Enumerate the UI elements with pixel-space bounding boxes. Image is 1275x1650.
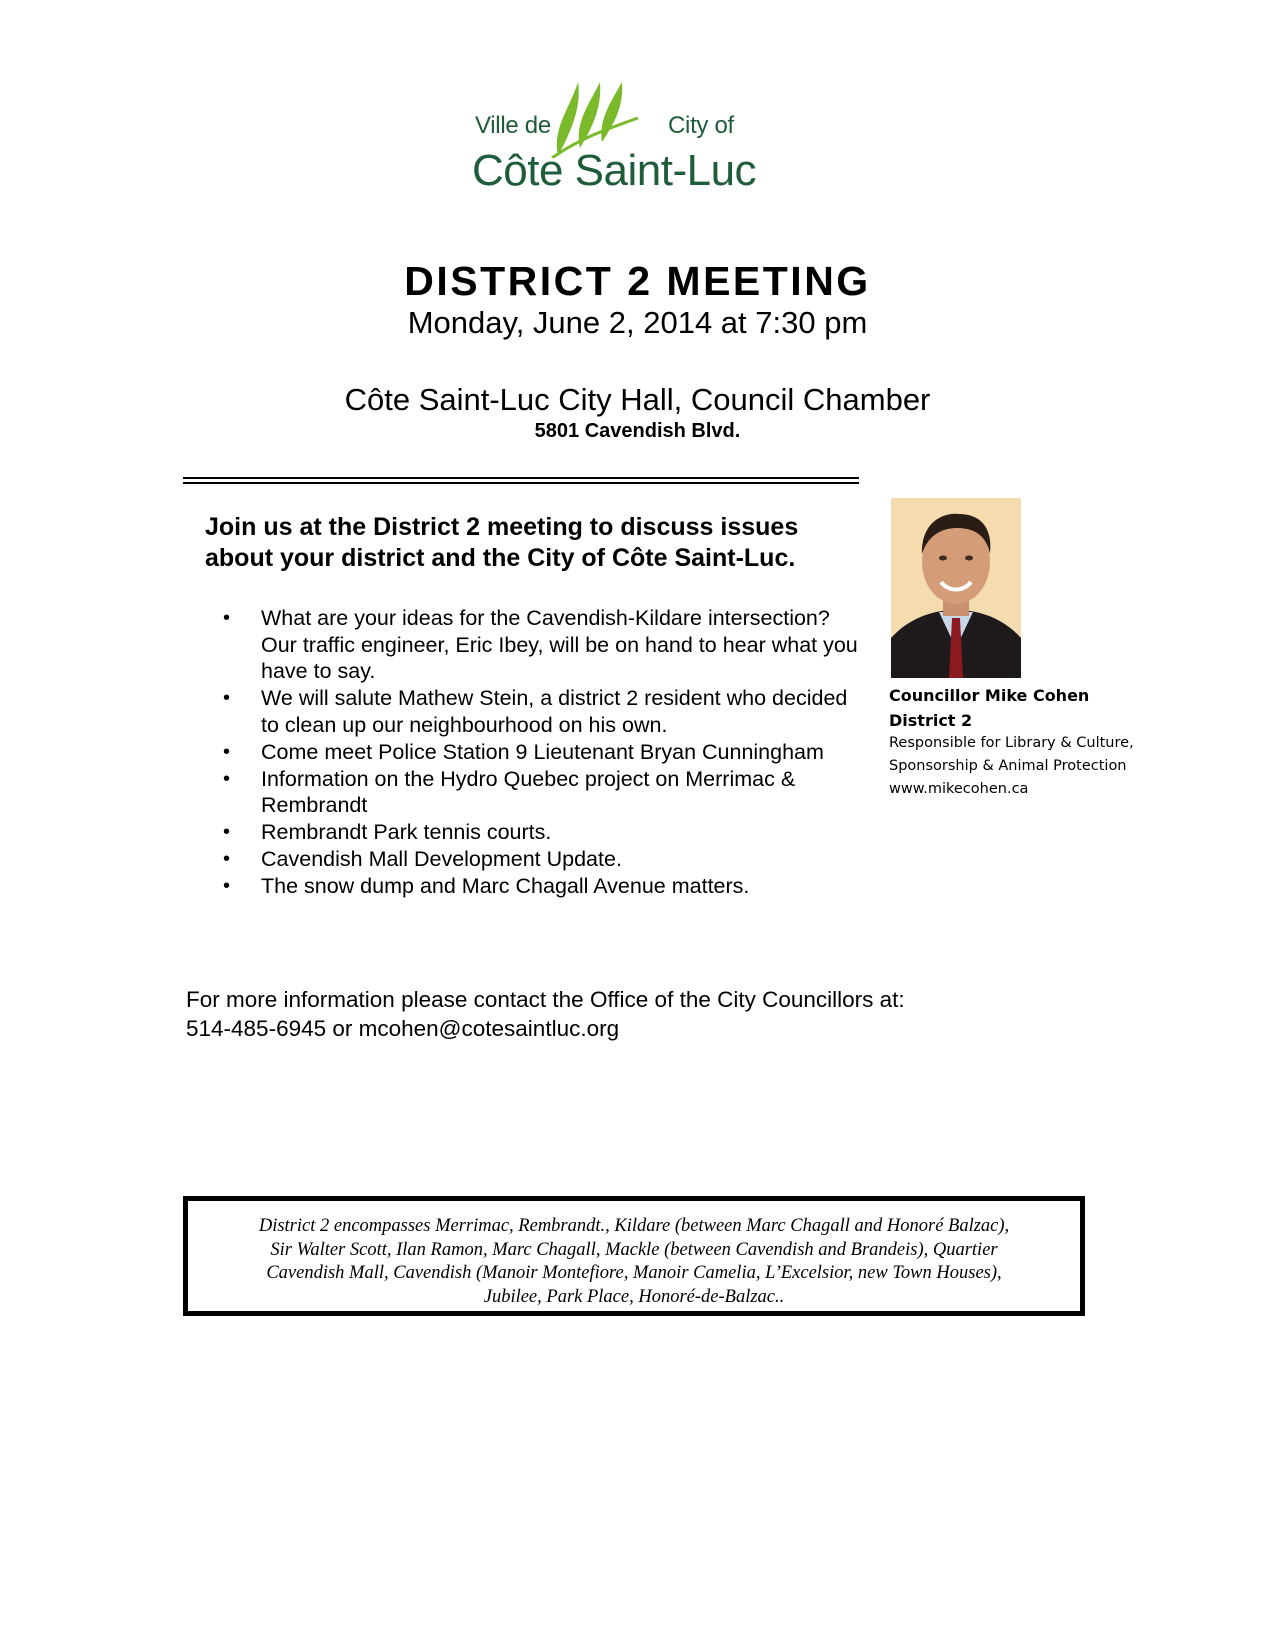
meeting-date: Monday, June 2, 2014 at 7:30 pm <box>407 305 868 340</box>
list-item: • Rembrandt Park tennis courts. <box>223 820 552 844</box>
list-item: • What are your ideas for the Cavendish-Kildare intersection? Our traffic engineer, Eric Ibey, will be on hand to hear what you have to say. <box>223 606 858 683</box>
list-item: • Cavendish Mall Development Update. <box>223 847 622 871</box>
contact-line: For more information please contact the Office of the City Councillors at: <box>186 987 905 1012</box>
intro-line: about your district and the City of Côte Saint-Luc. <box>205 544 796 572</box>
portrait-image <box>891 498 1021 678</box>
page-title: DISTRICT 2 MEETING <box>404 258 871 304</box>
agenda-list <box>223 605 863 900</box>
logo-city-of: City of <box>668 112 734 139</box>
bullet-icon: • <box>223 687 231 709</box>
district-boundaries-text: District 2 encompasses Merrimac, Rembrandt., Kildare (between Marc Chagall and Honoré Balzac), Sir Walter Scott, Ilan Ramon, Marc Chagall, Mackle (between Cavendish and Brandeis), Quartier Cavendish Mall, Cavendish (Manoir Montefiore, Manoir Camelia, L’Excelsior, new Town Houses), Jubilee, Park Place, Honoré-de-Balzac.. <box>258 1216 1010 1307</box>
logo-city-name: Côte Saint-Luc <box>472 146 757 195</box>
councillor-photo <box>891 498 1021 678</box>
councillor-website-link[interactable]: www.mikecohen.ca <box>889 781 1029 797</box>
list-item: • Information on the Hydro Quebec project on Merrimac & Rembrandt <box>223 766 796 817</box>
divider <box>183 482 859 484</box>
list-item: • The snow dump and Marc Chagall Avenue matters. <box>223 874 750 898</box>
list-item: • We will salute Mathew Stein, a district 2 resident who decided to clean up our neighbourhood on his own. <box>223 686 848 737</box>
bullet-icon: • <box>223 740 231 763</box>
councillor-name: Councillor Mike Cohen <box>889 686 1090 705</box>
bullet-icon: • <box>223 848 231 870</box>
bullet-icon: • <box>223 821 231 843</box>
bullet-icon: • <box>223 875 231 897</box>
intro-line: Join us at the District 2 meeting to discuss issues <box>205 513 799 541</box>
councillor-responsibility: Responsible for Library & Culture, Sponsorship & Animal Protection <box>889 735 1134 774</box>
intro-text <box>205 512 855 574</box>
bullet-icon: • <box>223 767 231 790</box>
meeting-location: Côte Saint-Luc City Hall, Council Chamber <box>344 382 931 417</box>
divider <box>183 477 859 479</box>
contact-line: 514-485-6945 or mcohen@cotesaintluc.org <box>186 1015 620 1041</box>
councillor-district: District 2 <box>889 711 973 730</box>
city-logo <box>470 78 770 198</box>
bullet-icon: • <box>223 607 231 629</box>
district-boundaries-box <box>183 1196 1085 1316</box>
list-item: • Come meet Police Station 9 Lieutenant Bryan Cunningham <box>223 739 824 764</box>
meeting-address: 5801 Cavendish Blvd. <box>534 420 741 442</box>
logo-ville-de: Ville de <box>475 112 551 139</box>
contact-info <box>186 986 1086 1043</box>
